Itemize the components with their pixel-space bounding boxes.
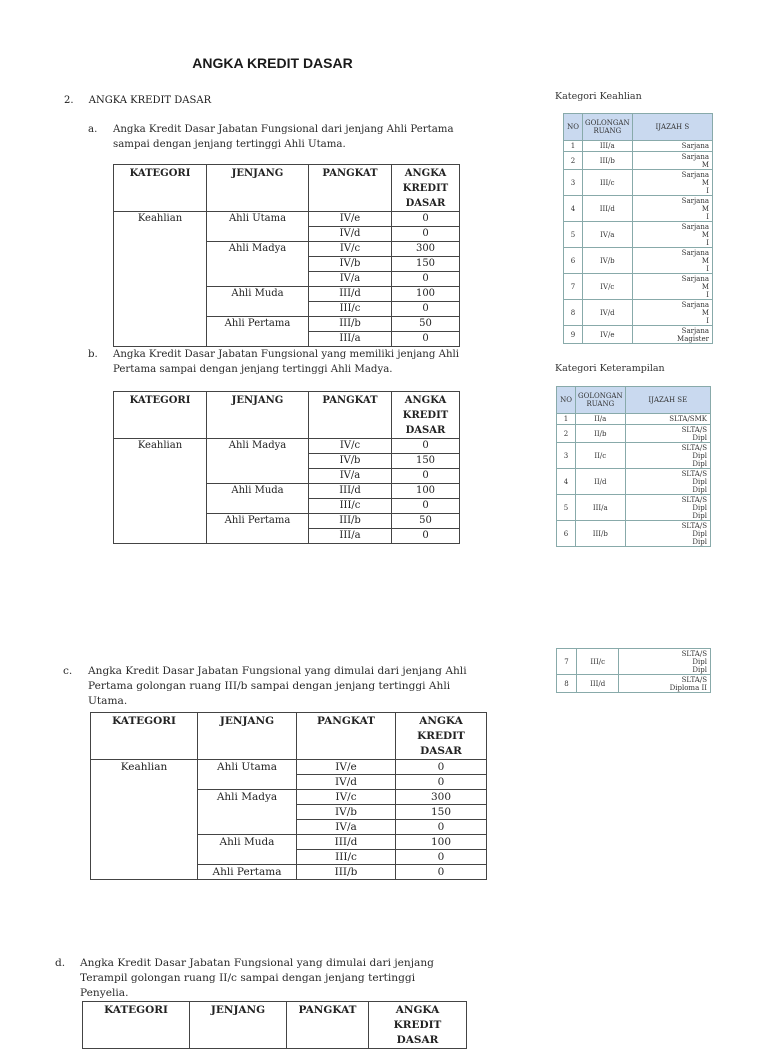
paragraph-b-label: b. bbox=[88, 349, 98, 360]
side-golongan-cell: III/d bbox=[576, 675, 619, 693]
side-ijazah-cell bbox=[625, 425, 710, 443]
side-ijazah-line: Dipl bbox=[692, 433, 707, 442]
angka-kredit-cell: 50 bbox=[392, 317, 460, 332]
pangkat-cell: IV/e bbox=[297, 760, 396, 775]
side-table-row bbox=[557, 495, 711, 521]
table-row bbox=[114, 514, 460, 529]
table-row bbox=[114, 227, 460, 242]
kategori-cell bbox=[114, 529, 207, 544]
angka-kredit-cell: 0 bbox=[392, 469, 460, 484]
kategori-cell bbox=[114, 287, 207, 302]
jenjang-cell bbox=[207, 302, 309, 317]
header-jenjang: JENJANG bbox=[198, 713, 297, 760]
side-ijazah-line: SLTA/S bbox=[681, 495, 707, 504]
pangkat-cell: III/b bbox=[309, 317, 392, 332]
side-ijazah-line: SLTA/S bbox=[681, 675, 707, 684]
table-row bbox=[114, 499, 460, 514]
angka-kredit-cell: 100 bbox=[396, 835, 487, 850]
kategori-cell bbox=[114, 514, 207, 529]
pangkat-cell: IV/b bbox=[309, 454, 392, 469]
side-ijazah-line: Sarjana bbox=[681, 300, 709, 309]
angka-kredit-cell: 0 bbox=[392, 529, 460, 544]
side-no-cell: 7 bbox=[557, 649, 577, 675]
pangkat-cell: III/b bbox=[297, 865, 396, 880]
header-kategori: KATEGORI bbox=[114, 392, 207, 439]
jenjang-cell bbox=[198, 775, 297, 790]
side-ijazah-line: Sarjana bbox=[681, 326, 709, 335]
angka-kredit-cell: 0 bbox=[392, 499, 460, 514]
kategori-cell: Keahlian bbox=[114, 212, 207, 227]
side-ijazah-cell bbox=[625, 495, 710, 521]
jenjang-cell bbox=[198, 805, 297, 820]
pangkat-cell: III/a bbox=[309, 529, 392, 544]
jenjang-cell: Ahli Pertama bbox=[207, 317, 309, 332]
kategori-cell bbox=[114, 242, 207, 257]
side-ijazah-line: Dipl bbox=[692, 503, 707, 512]
paragraph-b-text: Angka Kredit Dasar Jabatan Fungsional yang memiliki jenjang Ahli Pertama sampai dengan jenjang tertinggi Ahli Madya. bbox=[113, 349, 460, 375]
side-keterampilan-heading: Kategori Keterampilan bbox=[555, 363, 665, 374]
side-table-row bbox=[557, 469, 711, 495]
side-table-row bbox=[564, 152, 713, 170]
angka-kredit-cell: 100 bbox=[392, 287, 460, 302]
header-angka-kredit: ANGKA KREDIT DASAR bbox=[392, 392, 460, 439]
side-ijazah-line: SLTA/S bbox=[681, 649, 707, 658]
paragraph-a bbox=[88, 122, 463, 154]
table-row bbox=[114, 287, 460, 302]
header-jenjang: JENJANG bbox=[190, 1002, 287, 1049]
side-ijazah-cell bbox=[632, 274, 712, 300]
jenjang-cell: Ahli Utama bbox=[198, 760, 297, 775]
angka-kredit-cell: 50 bbox=[392, 514, 460, 529]
jenjang-cell bbox=[207, 469, 309, 484]
kategori-cell bbox=[114, 484, 207, 499]
paragraph-a-text: Angka Kredit Dasar Jabatan Fungsional dari jenjang Ahli Pertama sampai dengan jenjang tertinggi Ahli Utama. bbox=[113, 124, 454, 150]
side-ijazah-cell bbox=[632, 141, 712, 152]
side-golongan-cell: III/b bbox=[576, 521, 626, 547]
angka-kredit-cell: 300 bbox=[392, 242, 460, 257]
pangkat-cell: III/d bbox=[309, 484, 392, 499]
side-golongan-cell: IV/a bbox=[583, 222, 633, 248]
angka-kredit-cell: 0 bbox=[396, 820, 487, 835]
header-jenjang: JENJANG bbox=[207, 392, 309, 439]
side-no-cell: 6 bbox=[557, 521, 576, 547]
side-table-row bbox=[557, 425, 711, 443]
side-ijazah-line: Magister bbox=[677, 334, 709, 343]
table-angka-kredit-c bbox=[90, 712, 487, 880]
table-row bbox=[91, 775, 487, 790]
table-row bbox=[91, 835, 487, 850]
table-row bbox=[114, 332, 460, 347]
side-ijazah-line: M bbox=[701, 178, 709, 187]
side-table-row bbox=[564, 222, 713, 248]
header-row bbox=[114, 165, 460, 212]
angka-kredit-cell: 0 bbox=[392, 212, 460, 227]
side-keahlian-table bbox=[563, 113, 713, 344]
header-pangkat: PANGKAT bbox=[297, 713, 396, 760]
side-ijazah-line: Sarjana bbox=[681, 142, 709, 150]
side-ijazah-cell bbox=[632, 170, 712, 196]
table-row bbox=[91, 865, 487, 880]
pangkat-cell: IV/a bbox=[309, 272, 392, 287]
jenjang-cell: Ahli Pertama bbox=[207, 514, 309, 529]
side-no-cell: 7 bbox=[564, 274, 583, 300]
jenjang-cell bbox=[207, 454, 309, 469]
side-ijazah-line: I bbox=[706, 212, 709, 221]
side-ijazah-line: M bbox=[701, 204, 709, 213]
table-row bbox=[114, 257, 460, 272]
side-no-cell: 2 bbox=[564, 152, 583, 170]
side-table-row bbox=[557, 521, 711, 547]
side-table-row bbox=[564, 274, 713, 300]
side-ijazah-line: Sarjana bbox=[681, 274, 709, 283]
side-no-cell: 8 bbox=[564, 300, 583, 326]
pangkat-cell: IV/c bbox=[297, 790, 396, 805]
paragraph-b bbox=[88, 347, 463, 379]
pangkat-cell: III/c bbox=[297, 850, 396, 865]
side-ijazah-cell bbox=[625, 443, 710, 469]
side-keahlian-heading: Kategori Keahlian bbox=[555, 91, 642, 102]
angka-kredit-cell: 150 bbox=[396, 805, 487, 820]
paragraph-d bbox=[55, 956, 465, 999]
header-row bbox=[114, 392, 460, 439]
angka-kredit-cell: 0 bbox=[396, 850, 487, 865]
jenjang-cell: Ahli Pertama bbox=[198, 865, 297, 880]
side-golongan-cell: III/d bbox=[583, 196, 633, 222]
side-golongan-cell: III/c bbox=[576, 649, 619, 675]
side-ijazah-cell bbox=[625, 521, 710, 547]
section-label: ANGKA KREDIT DASAR bbox=[88, 95, 212, 106]
side-ijazah-line: Sarjana bbox=[681, 170, 709, 179]
header-pangkat: PANGKAT bbox=[287, 1002, 369, 1049]
side-ijazah-cell bbox=[632, 222, 712, 248]
side-keterampilan-table-lower bbox=[556, 648, 711, 693]
side-ijazah-line: SLTA/S bbox=[681, 443, 707, 452]
side-ijazah-line: Sarjana bbox=[681, 222, 709, 231]
side-golongan-cell: IV/b bbox=[583, 248, 633, 274]
section-number: 2. bbox=[64, 95, 74, 106]
pangkat-cell: IV/a bbox=[309, 469, 392, 484]
angka-kredit-cell: 0 bbox=[392, 227, 460, 242]
side-ijazah-line: Sarjana bbox=[681, 152, 709, 161]
pangkat-cell: IV/c bbox=[309, 242, 392, 257]
jenjang-cell bbox=[207, 272, 309, 287]
side-golongan-cell: IV/e bbox=[583, 326, 633, 344]
paragraph-c-label: c. bbox=[63, 665, 73, 677]
angka-kredit-cell: 300 bbox=[396, 790, 487, 805]
side-ijazah-line: Dipl bbox=[692, 665, 707, 674]
table-row bbox=[91, 760, 487, 775]
kategori-cell bbox=[114, 257, 207, 272]
angka-kredit-cell: 0 bbox=[392, 302, 460, 317]
table-row bbox=[91, 850, 487, 865]
side-ijazah-cell bbox=[625, 469, 710, 495]
side-keterampilan-table-clip bbox=[556, 386, 707, 546]
side-no-cell: 1 bbox=[557, 414, 576, 425]
side-ijazah-line: Sarjana bbox=[681, 248, 709, 257]
jenjang-cell bbox=[207, 257, 309, 272]
jenjang-cell bbox=[207, 332, 309, 347]
side-ijazah-line: Dipl bbox=[692, 511, 707, 520]
kategori-cell bbox=[91, 775, 198, 790]
side-ijazah-line: Dipl bbox=[692, 451, 707, 460]
header-angka-kredit: ANGKA KREDIT DASAR bbox=[396, 713, 487, 760]
kategori-cell bbox=[114, 454, 207, 469]
side-golongan-cell: II/c bbox=[576, 443, 626, 469]
angka-kredit-cell: 0 bbox=[392, 332, 460, 347]
jenjang-cell: Ahli Muda bbox=[207, 287, 309, 302]
table-angka-kredit-d bbox=[82, 1001, 467, 1049]
jenjang-cell bbox=[207, 529, 309, 544]
angka-kredit-cell: 0 bbox=[396, 775, 487, 790]
angka-kredit-cell: 0 bbox=[392, 272, 460, 287]
kategori-cell bbox=[114, 332, 207, 347]
page-title: ANGKA KREDIT DASAR bbox=[192, 55, 353, 71]
kategori-cell: Keahlian bbox=[91, 760, 198, 775]
pangkat-cell: IV/b bbox=[297, 805, 396, 820]
side-ijazah-line: M bbox=[701, 282, 709, 291]
angka-kredit-cell: 150 bbox=[392, 257, 460, 272]
side-ijazah-line: Dipl bbox=[692, 529, 707, 538]
table-row bbox=[114, 439, 460, 454]
header-kategori: KATEGORI bbox=[83, 1002, 190, 1049]
side-golongan-cell: III/a bbox=[576, 495, 626, 521]
side-golongan-cell: III/c bbox=[583, 170, 633, 196]
table-row bbox=[114, 302, 460, 317]
table-row bbox=[114, 212, 460, 227]
side-ijazah-cell bbox=[632, 326, 712, 344]
side-header-golongan: GOLONGAN RUANG bbox=[576, 387, 626, 414]
side-table-row bbox=[564, 170, 713, 196]
jenjang-cell bbox=[198, 820, 297, 835]
header-angka-kredit: ANGKA KREDIT DASAR bbox=[392, 165, 460, 212]
side-keahlian-table-clip bbox=[563, 113, 709, 349]
jenjang-cell bbox=[198, 850, 297, 865]
angka-kredit-cell: 100 bbox=[392, 484, 460, 499]
side-header-row bbox=[564, 114, 713, 141]
side-ijazah-cell bbox=[632, 300, 712, 326]
angka-kredit-cell: 150 bbox=[392, 454, 460, 469]
paragraph-c-text: Angka Kredit Dasar Jabatan Fungsional yang dimulai dari jenjang Ahli Pertama golongan ruang III/b sampai dengan jenjang tertinggi Ahli Utama. bbox=[88, 665, 467, 707]
header-jenjang: JENJANG bbox=[207, 165, 309, 212]
pangkat-cell: III/a bbox=[309, 332, 392, 347]
table-row bbox=[114, 272, 460, 287]
side-header-golongan: GOLONGAN RUANG bbox=[583, 114, 633, 141]
jenjang-cell: Ahli Muda bbox=[207, 484, 309, 499]
section-heading bbox=[64, 95, 211, 106]
side-table-row bbox=[564, 248, 713, 274]
side-no-cell: 4 bbox=[557, 469, 576, 495]
side-ijazah-line: M bbox=[701, 230, 709, 239]
side-no-cell: 3 bbox=[557, 443, 576, 469]
side-ijazah-line: M bbox=[701, 308, 709, 317]
side-golongan-cell: III/a bbox=[583, 141, 633, 152]
side-header-ijazah: IJAZAH SE bbox=[625, 387, 710, 414]
side-ijazah-cell bbox=[619, 649, 711, 675]
kategori-cell bbox=[114, 469, 207, 484]
table-angka-kredit-d-clip bbox=[82, 1001, 468, 1046]
table-angka-kredit-a bbox=[113, 164, 460, 347]
kategori-cell bbox=[114, 227, 207, 242]
header-pangkat: PANGKAT bbox=[309, 392, 392, 439]
side-table-row bbox=[564, 300, 713, 326]
pangkat-cell: IV/e bbox=[309, 212, 392, 227]
side-golongan-cell: II/d bbox=[576, 469, 626, 495]
table-row bbox=[114, 484, 460, 499]
side-no-cell: 2 bbox=[557, 425, 576, 443]
side-table-row bbox=[557, 649, 711, 675]
kategori-cell bbox=[91, 820, 198, 835]
side-table-row bbox=[557, 675, 711, 693]
jenjang-cell: Ahli Madya bbox=[207, 242, 309, 257]
side-golongan-cell: II/a bbox=[576, 414, 626, 425]
pangkat-cell: III/b bbox=[309, 514, 392, 529]
side-header-row bbox=[557, 387, 711, 414]
header-kategori: KATEGORI bbox=[114, 165, 207, 212]
kategori-cell bbox=[91, 805, 198, 820]
side-table-row bbox=[564, 196, 713, 222]
side-ijazah-line: Sarjana bbox=[681, 196, 709, 205]
side-ijazah-cell bbox=[632, 196, 712, 222]
kategori-cell bbox=[91, 850, 198, 865]
side-header-ijazah: IJAZAH S bbox=[632, 114, 712, 141]
paragraph-d-label: d. bbox=[55, 957, 66, 969]
side-ijazah-line: Dipl bbox=[692, 459, 707, 468]
kategori-cell: Keahlian bbox=[114, 439, 207, 454]
kategori-cell bbox=[114, 272, 207, 287]
pangkat-cell: IV/d bbox=[309, 227, 392, 242]
side-ijazah-line: M bbox=[701, 256, 709, 265]
side-ijazah-line: SLTA/S bbox=[681, 521, 707, 530]
side-ijazah-line: I bbox=[706, 186, 709, 195]
side-ijazah-line: Diploma II bbox=[669, 683, 707, 692]
jenjang-cell bbox=[207, 499, 309, 514]
table-row bbox=[91, 790, 487, 805]
table-row bbox=[114, 454, 460, 469]
side-ijazah-cell bbox=[632, 248, 712, 274]
kategori-cell bbox=[91, 865, 198, 880]
pangkat-cell: IV/a bbox=[297, 820, 396, 835]
side-ijazah-cell bbox=[632, 152, 712, 170]
pangkat-cell: III/d bbox=[297, 835, 396, 850]
header-row bbox=[91, 713, 487, 760]
table-row bbox=[91, 805, 487, 820]
side-golongan-cell: III/b bbox=[583, 152, 633, 170]
table-row bbox=[114, 242, 460, 257]
side-ijazah-line: I bbox=[706, 316, 709, 325]
side-ijazah-line: Dipl bbox=[692, 477, 707, 486]
kategori-cell bbox=[114, 302, 207, 317]
jenjang-cell: Ahli Madya bbox=[198, 790, 297, 805]
table-row bbox=[114, 469, 460, 484]
side-ijazah-line: SLTA/S bbox=[681, 425, 707, 434]
side-header-no: NO bbox=[557, 387, 576, 414]
table-row bbox=[114, 529, 460, 544]
side-no-cell: 4 bbox=[564, 196, 583, 222]
table-angka-kredit-b bbox=[113, 391, 460, 544]
side-ijazah-line: Dipl bbox=[692, 537, 707, 546]
side-table-row bbox=[557, 414, 711, 425]
paragraph-a-label: a. bbox=[88, 124, 98, 135]
pangkat-cell: III/d bbox=[309, 287, 392, 302]
table-row bbox=[91, 820, 487, 835]
jenjang-cell: Ahli Madya bbox=[207, 439, 309, 454]
kategori-cell bbox=[91, 835, 198, 850]
header-pangkat: PANGKAT bbox=[309, 165, 392, 212]
side-ijazah-line: Dipl bbox=[692, 657, 707, 666]
side-no-cell: 1 bbox=[564, 141, 583, 152]
paragraph-c bbox=[63, 664, 473, 707]
pangkat-cell: IV/b bbox=[309, 257, 392, 272]
side-ijazah-line: SLTA/S bbox=[681, 469, 707, 478]
side-ijazah-line: M bbox=[701, 160, 709, 169]
side-no-cell: 3 bbox=[564, 170, 583, 196]
side-no-cell: 9 bbox=[564, 326, 583, 344]
side-table-row bbox=[564, 326, 713, 344]
jenjang-cell bbox=[207, 227, 309, 242]
side-header-no: NO bbox=[564, 114, 583, 141]
pangkat-cell: III/c bbox=[309, 499, 392, 514]
side-table-row bbox=[557, 443, 711, 469]
kategori-cell bbox=[114, 317, 207, 332]
side-ijazah-cell bbox=[625, 414, 710, 425]
side-ijazah-line: Dipl bbox=[692, 485, 707, 494]
pangkat-cell: IV/c bbox=[309, 439, 392, 454]
pangkat-cell: III/c bbox=[309, 302, 392, 317]
side-ijazah-line: I bbox=[706, 264, 709, 273]
kategori-cell bbox=[91, 790, 198, 805]
angka-kredit-cell: 0 bbox=[396, 865, 487, 880]
side-no-cell: 6 bbox=[564, 248, 583, 274]
side-ijazah-line: I bbox=[706, 290, 709, 299]
jenjang-cell: Ahli Muda bbox=[198, 835, 297, 850]
angka-kredit-cell: 0 bbox=[392, 439, 460, 454]
pangkat-cell: IV/d bbox=[297, 775, 396, 790]
side-ijazah-line: SLTA/SMK bbox=[669, 415, 707, 423]
side-golongan-cell: IV/c bbox=[583, 274, 633, 300]
side-golongan-cell: II/b bbox=[576, 425, 626, 443]
angka-kredit-cell: 0 bbox=[396, 760, 487, 775]
side-no-cell: 8 bbox=[557, 675, 577, 693]
side-golongan-cell: IV/d bbox=[583, 300, 633, 326]
table-row bbox=[114, 317, 460, 332]
kategori-cell bbox=[114, 499, 207, 514]
side-no-cell: 5 bbox=[557, 495, 576, 521]
side-keterampilan-lower-clip bbox=[556, 648, 707, 696]
side-no-cell: 5 bbox=[564, 222, 583, 248]
header-angka-kredit: ANGKA KREDIT DASAR bbox=[369, 1002, 467, 1049]
side-ijazah-line: I bbox=[706, 238, 709, 247]
side-keterampilan-table bbox=[556, 386, 711, 547]
paragraph-d-text: Angka Kredit Dasar Jabatan Fungsional yang dimulai dari jenjang Terampil golongan ruang II/c sampai dengan jenjang tertinggi Penyelia. bbox=[80, 957, 434, 999]
side-ijazah-cell bbox=[619, 675, 711, 693]
header-kategori: KATEGORI bbox=[91, 713, 198, 760]
jenjang-cell: Ahli Utama bbox=[207, 212, 309, 227]
side-table-row bbox=[564, 141, 713, 152]
